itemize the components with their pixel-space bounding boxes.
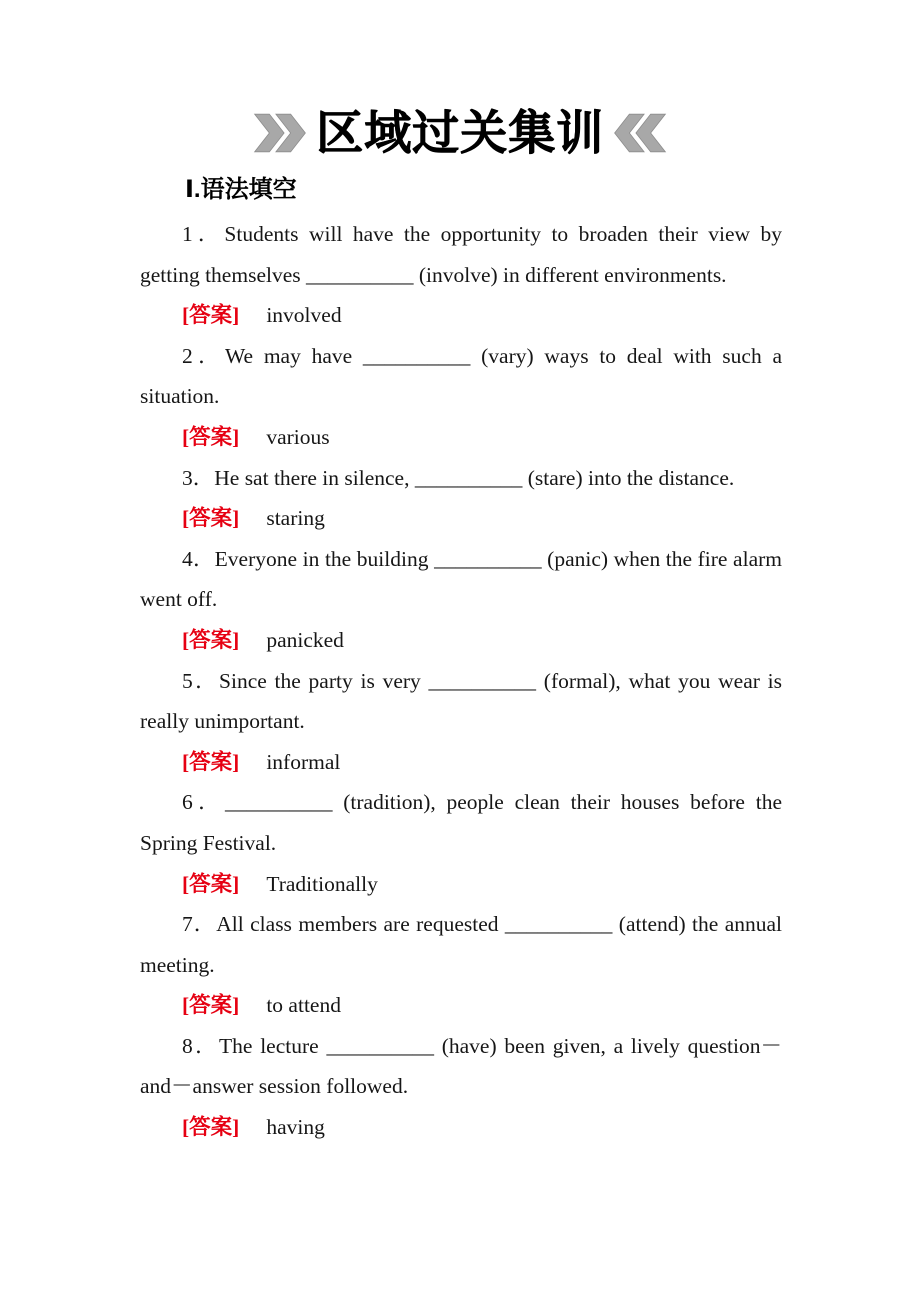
answer-row	[140, 985, 782, 1026]
page-header	[0, 0, 920, 160]
answer-text: informal	[266, 749, 341, 774]
answer-text: having	[266, 1115, 325, 1140]
answer-row	[140, 417, 782, 458]
answer-label: [答案]	[182, 749, 240, 774]
question-text: 3．He sat there in silence, __________ (stare) into the distance.	[182, 465, 735, 490]
question-text: 2．We may have __________ (vary) ways to deal with such a situation.	[140, 343, 782, 409]
question-text: 7．All class members are requested __________ (attend) the annual meeting.	[140, 912, 782, 977]
answer-text: staring	[266, 506, 325, 531]
section-heading: Ⅰ.语法填空	[185, 176, 297, 203]
answer-row	[140, 742, 782, 783]
answer-label: [答案]	[182, 303, 240, 328]
exercise-list	[140, 214, 782, 1148]
question-text: 8．The lecture __________ (have) been given, a lively question－and－answer session followed.	[140, 1033, 782, 1099]
answer-label: [答案]	[182, 993, 240, 1018]
answer-row	[140, 295, 782, 336]
answer-row	[140, 498, 782, 539]
answer-text: involved	[266, 303, 342, 328]
answer-text: Traditionally	[266, 871, 378, 896]
question-text: 4．Everyone in the building __________ (panic) when the fire alarm went off.	[140, 546, 782, 612]
answer-text: to attend	[266, 993, 341, 1018]
question-text: 1．Students will have the opportunity to broaden their view by getting themselves __________ (involve) in different environments.	[140, 222, 782, 287]
answer-row	[140, 1107, 782, 1148]
answer-label: [答案]	[182, 871, 240, 896]
double-chevron-left-icon	[613, 113, 667, 153]
answer-text: various	[266, 424, 330, 449]
answer-label: [答案]	[182, 1115, 240, 1140]
answer-label: [答案]	[182, 424, 240, 449]
double-chevron-right-icon	[253, 113, 307, 153]
answer-text: panicked	[266, 627, 344, 652]
question-text: 5．Since the party is very __________ (formal), what you wear is really unimportant.	[140, 668, 782, 734]
answer-label: [答案]	[182, 506, 240, 531]
question-text: 6．__________ (tradition), people clean their houses before the Spring Festival.	[140, 790, 782, 855]
answer-label: [答案]	[182, 627, 240, 652]
page-title: 区域过关集训	[316, 106, 604, 159]
answer-row	[140, 864, 782, 905]
answer-row	[140, 620, 782, 661]
